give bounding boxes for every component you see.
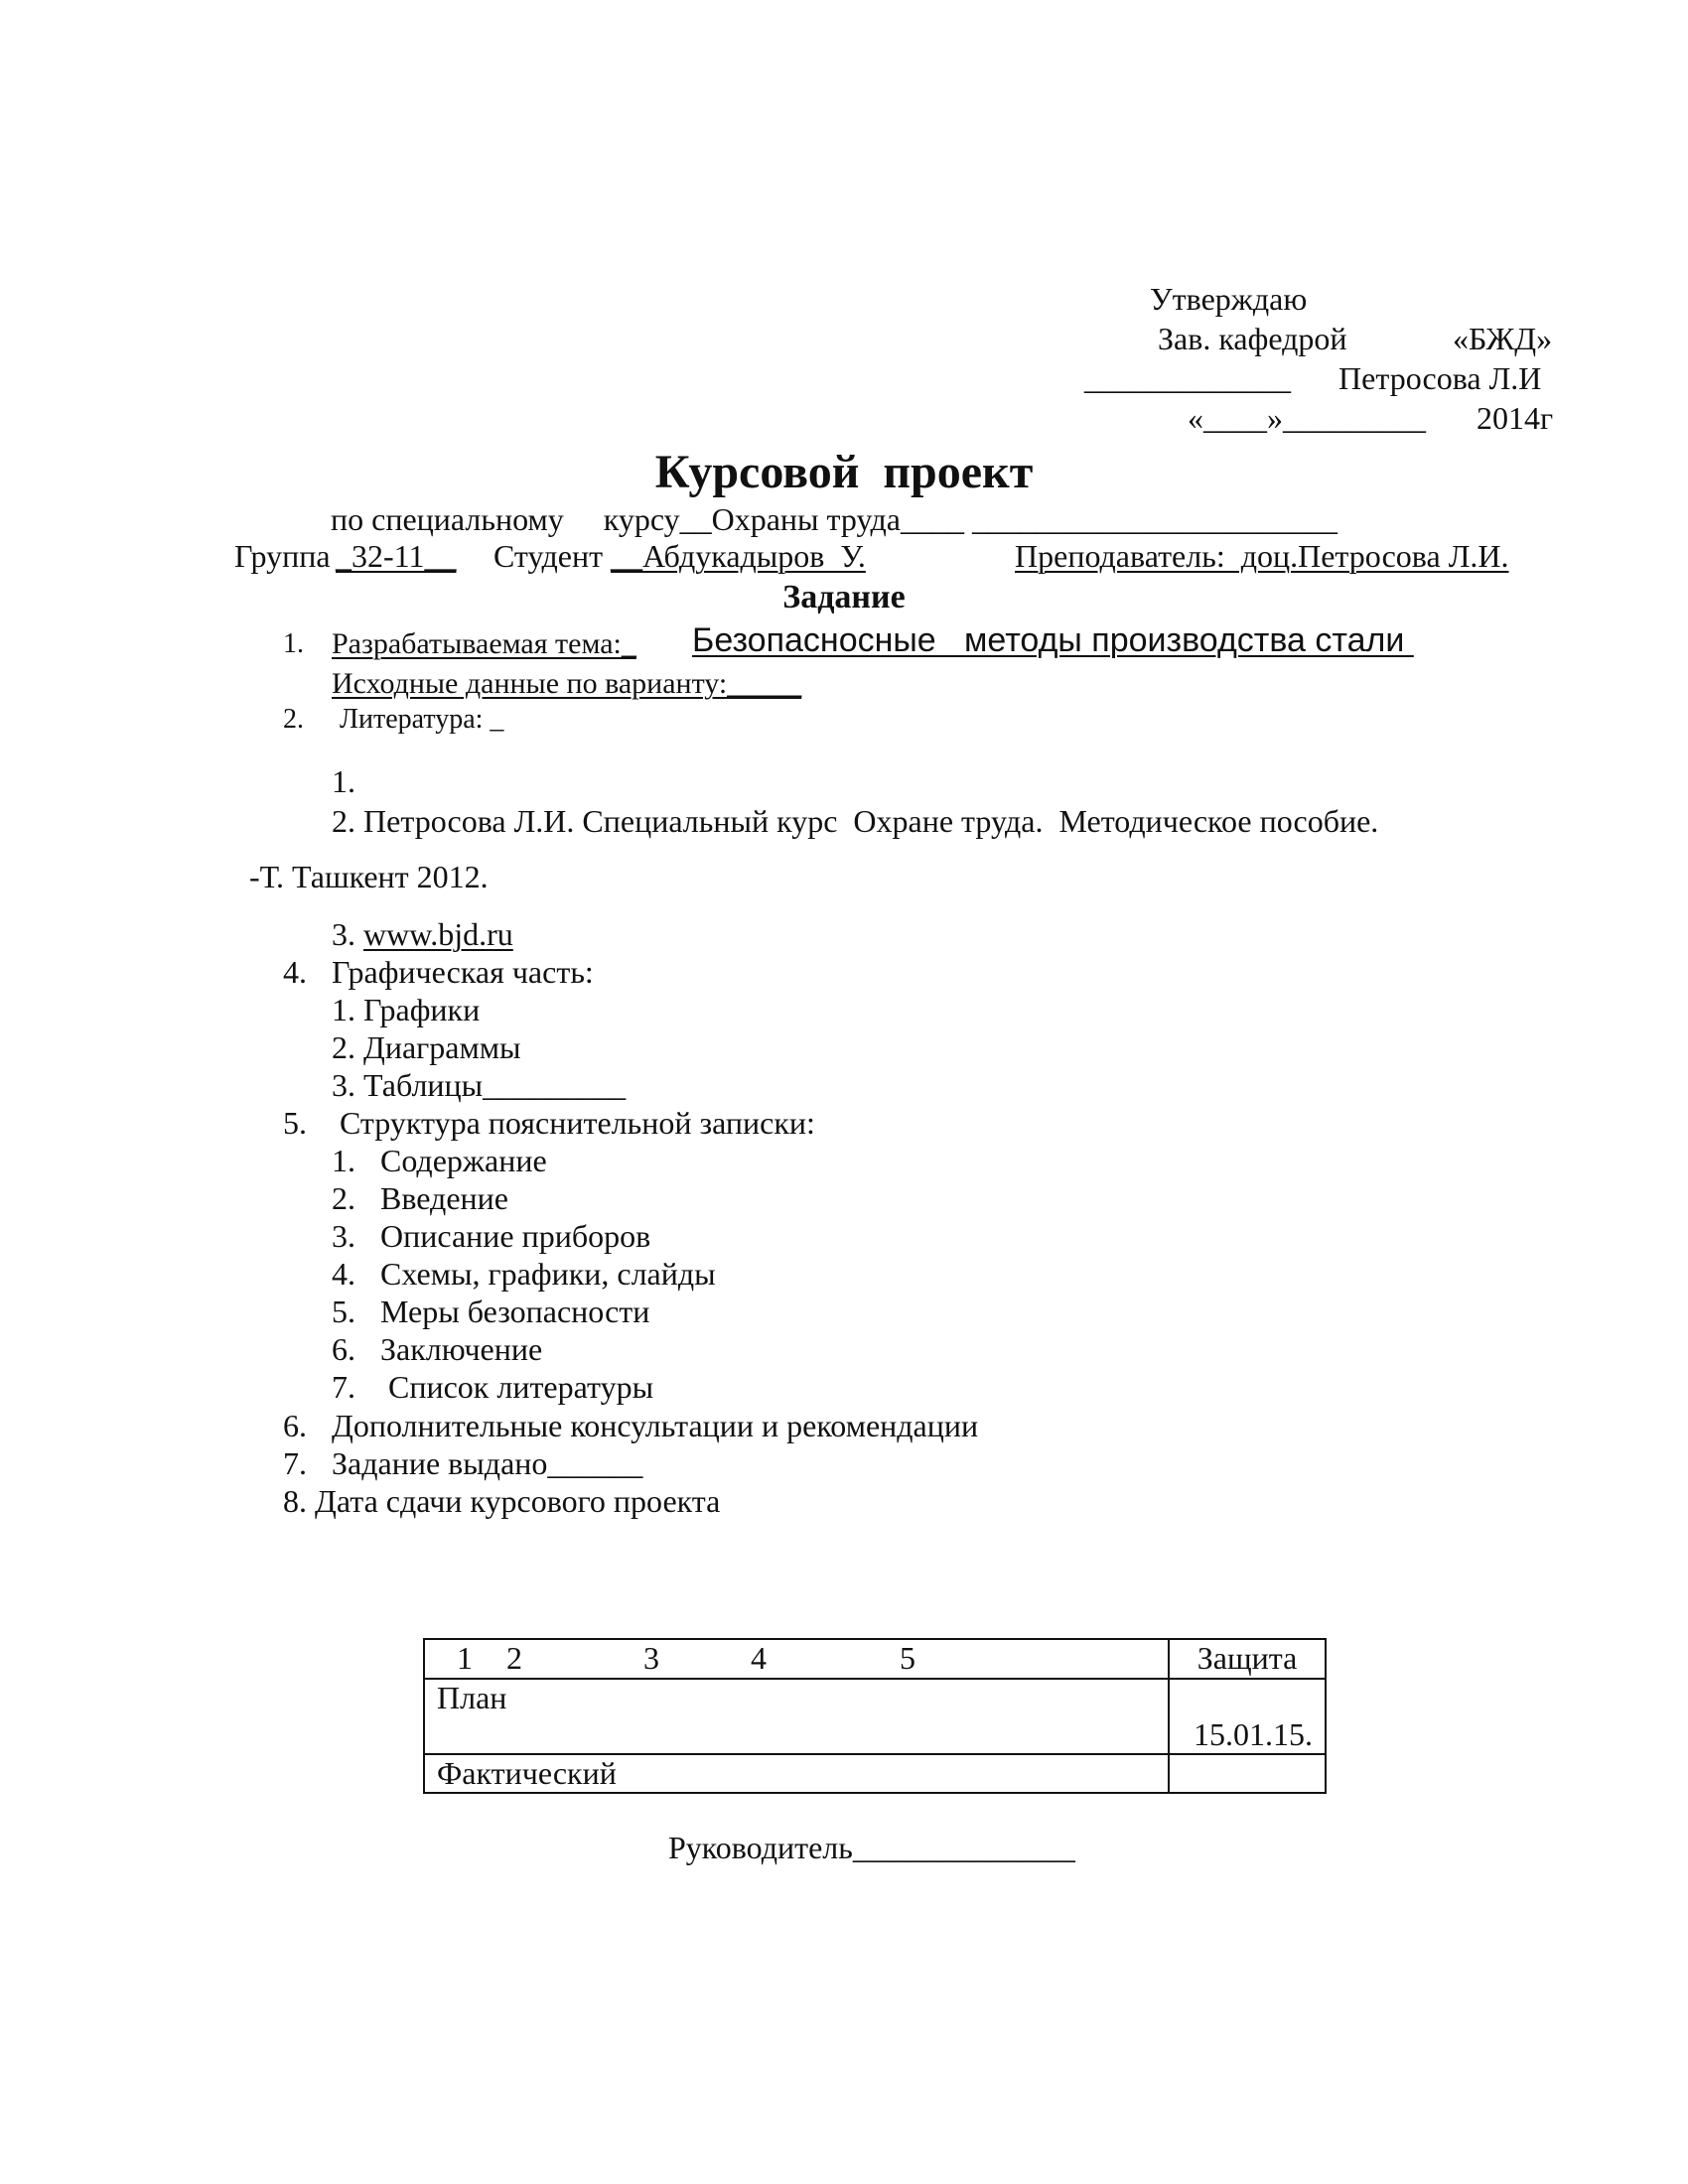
approval-date-line: «____»_________ (1188, 400, 1426, 436)
structure-number: 7. (332, 1369, 355, 1405)
plan-date: 15.01.15. (1169, 1679, 1326, 1754)
head-label: Зав. кафедрой (1158, 321, 1347, 356)
item-6-number: 6. (283, 1408, 307, 1443)
table-row (424, 1754, 1326, 1793)
topic-value: Безопасносные методы производства стали (692, 621, 1414, 659)
literature-3-number: 3. (332, 916, 363, 952)
structure-item: Меры безопасности (380, 1294, 650, 1329)
item-2-number: 2. (283, 704, 304, 735)
structure-number: 6. (332, 1331, 355, 1367)
group-label: Группа (234, 538, 331, 574)
stage-number: 3 (643, 1640, 659, 1676)
department-name: «БЖД» (1453, 321, 1553, 356)
item-5-number: 5. (283, 1105, 307, 1141)
student-label: Студент (493, 538, 604, 574)
table-row (424, 1639, 1326, 1679)
stage-number: 4 (751, 1640, 767, 1676)
submission-date-label: 8. Дата сдачи курсового проекта (283, 1483, 721, 1519)
structure-label: Структура пояснительной записки: (340, 1105, 815, 1141)
plan-label: План (424, 1679, 1169, 1754)
topic-label: Разрабатываемая тема:_ (332, 627, 636, 660)
graphic-item-1: 1. Графики (332, 992, 481, 1027)
structure-item: Заключение (380, 1331, 543, 1367)
structure-item: Содержание (380, 1143, 547, 1178)
head-name: Петросова Л.И (1338, 360, 1542, 396)
item-4-number: 4. (283, 954, 307, 990)
course-line: по специальному курсу__Охраны труда____ _______________________ (331, 501, 1337, 537)
consultations-label: Дополнительные консультации и рекомендации (332, 1408, 979, 1443)
literature-label: Литература: _ (340, 704, 504, 735)
supervisor-signature: Руководитель______________ (668, 1830, 1075, 1865)
approval-year: 2014г (1477, 400, 1554, 436)
literature-2: 2. Петросова Л.И. Специальный курс Охране труда. Методическое пособие. (332, 803, 1379, 839)
literature-1: 1. (332, 763, 355, 799)
stage-number: 1 (457, 1640, 473, 1676)
graphic-item-2: 2. Диаграммы (332, 1029, 521, 1065)
page-title: Курсовой проект (654, 446, 1034, 498)
structure-item: Схемы, графики, слайды (380, 1256, 716, 1292)
approve-text: Утверждаю (1150, 281, 1308, 317)
structure-item: Список литературы (380, 1369, 654, 1405)
group-value: _32-11__ (336, 538, 457, 574)
structure-number: 4. (332, 1256, 355, 1292)
structure-number: 3. (332, 1218, 355, 1254)
literature-2-continued: -Т. Ташкент 2012. (249, 859, 489, 894)
structure-number: 1. (332, 1143, 355, 1178)
student-value: __Абдукадыров У. (611, 538, 866, 574)
actual-date-cell (1169, 1754, 1326, 1793)
item-7-number: 7. (283, 1445, 307, 1481)
table-row (424, 1679, 1326, 1754)
source-data: Исходные данные по варианту:_____ (332, 667, 802, 700)
structure-number: 2. (332, 1180, 355, 1216)
stage-number: 5 (900, 1640, 915, 1676)
stage-numbers-cell (424, 1639, 1169, 1679)
actual-label: Фактический (424, 1754, 1169, 1793)
structure-item: Описание приборов (380, 1218, 651, 1254)
task-heading: Задание (782, 579, 906, 615)
teacher-line: Преподаватель: доц.Петросова Л.И. (1015, 538, 1509, 574)
stage-number: 2 (506, 1640, 522, 1676)
schedule-table (423, 1638, 1327, 1794)
task-issued-label: Задание выдано______ (332, 1445, 643, 1481)
item-1-number: 1. (283, 628, 304, 659)
defense-header: Защита (1169, 1639, 1326, 1679)
literature-3-link[interactable]: www.bjd.ru (363, 916, 513, 952)
graphic-part-label: Графическая часть: (332, 954, 594, 990)
signature-line: _____________ (1084, 360, 1291, 396)
structure-number: 5. (332, 1294, 355, 1329)
structure-item: Введение (380, 1180, 508, 1216)
graphic-item-3: 3. Таблицы_________ (332, 1067, 627, 1103)
